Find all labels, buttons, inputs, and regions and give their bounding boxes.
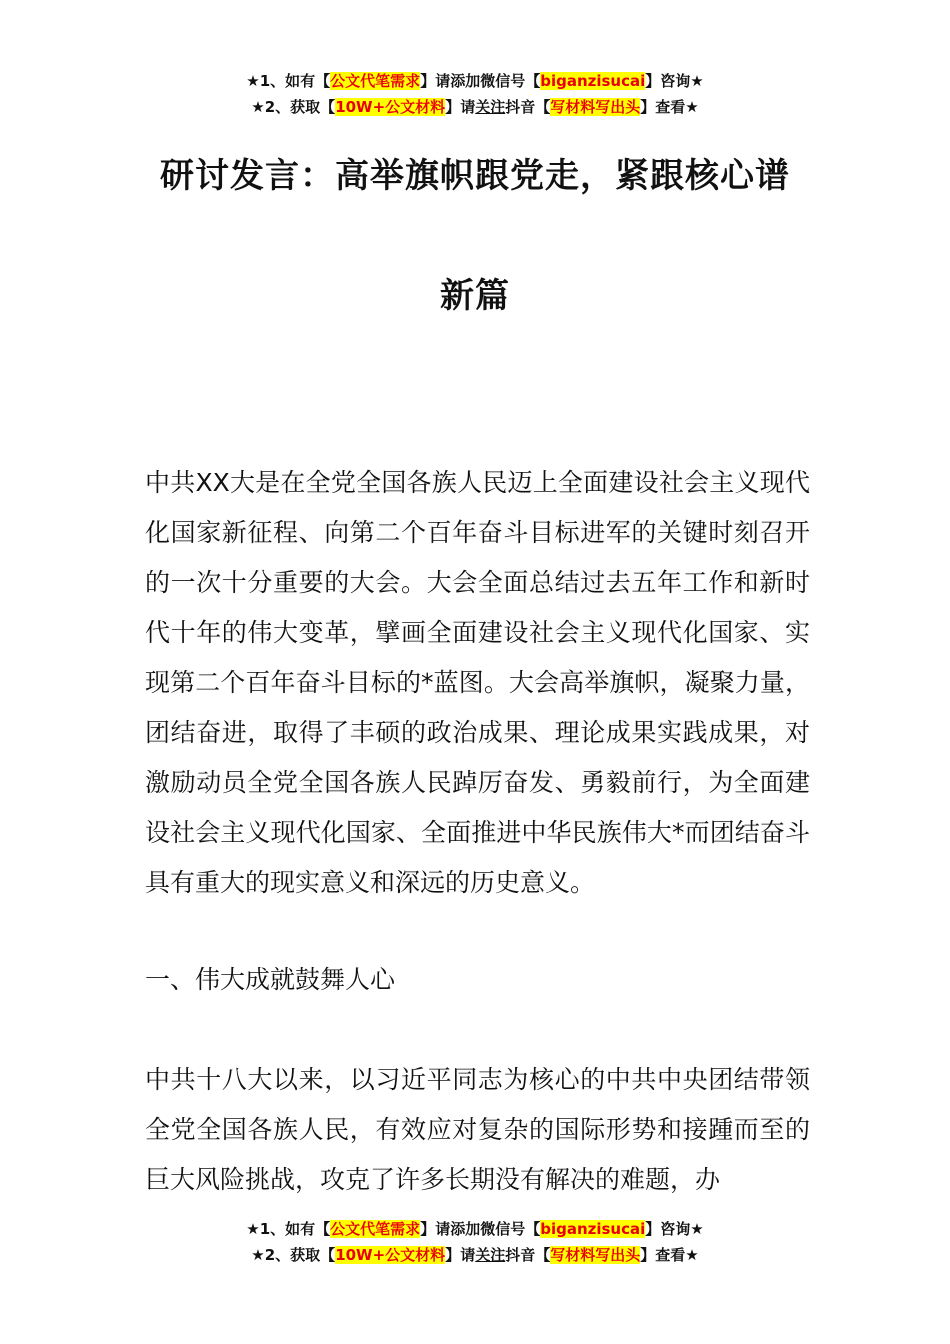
banner-text: 】咨询★ (645, 72, 704, 90)
banner-text: ★2、获取【 (251, 98, 336, 116)
banner-underlined-text: 关注 (475, 1246, 506, 1264)
highlight-douyin: 写材料写出头 (550, 1246, 641, 1264)
document-title-line-2: 新篇 (440, 276, 510, 316)
bottom-banner (0, 1216, 950, 1268)
banner-text: 】请 (445, 1246, 476, 1264)
highlight-wechat-id: biganzisucai (540, 72, 646, 90)
banner-text: 】查看★ (640, 1246, 699, 1264)
highlight-materials: 10W+公文材料 (335, 98, 446, 116)
banner-text: 】咨询★ (645, 1220, 704, 1238)
banner-text: 】请添加微信号【 (420, 72, 541, 90)
banner-line-2 (0, 94, 950, 120)
document-title-line-1: 研讨发言：高举旗帜跟党走，紧跟核心谱 (160, 156, 790, 196)
banner-underlined-text: 关注 (475, 98, 506, 116)
highlight-materials: 10W+公文材料 (335, 1246, 446, 1264)
banner-line-1 (0, 1216, 950, 1242)
top-banner (0, 68, 950, 120)
banner-text: ★1、如有【 (246, 72, 331, 90)
banner-line-2 (0, 1242, 950, 1268)
banner-line-1 (0, 68, 950, 94)
banner-text: 抖音【 (505, 1246, 551, 1264)
banner-text: 】请添加微信号【 (420, 1220, 541, 1238)
body-paragraph-1: 中共XX大是在全党全国各族人民迈上全面建设社会主义现代化国家新征程、向第二个百年奋斗目标进军的关键时刻召开的一次十分重要的大会。大会全面总结过去五年工作和新时代十年的伟大变革，擘画全面建设社会主义现代化国家、实现第二个百年奋斗目标的*蓝图。大会高举旗帜，凝聚力量，团结奋进，取得了丰硕的政治成果、理论成果实践成果，对激励动员全党全国各族人民踔厉奋发、勇毅前行，为全面建设社会主义现代化国家、全面推进中华民族伟大*而团结奋斗具有重大的现实意义和深远的历史意义。 (145, 468, 810, 897)
highlight-douyin: 写材料写出头 (550, 98, 641, 116)
highlight-service: 公文代笔需求 (330, 72, 421, 90)
banner-text: 】查看★ (640, 98, 699, 116)
highlight-wechat-id: biganzisucai (540, 1220, 646, 1238)
banner-text: 】请 (445, 98, 476, 116)
body-paragraph-2: 中共十八大以来，以习近平同志为核心的中共中央团结带领全党全国各族人民，有效应对复杂的国际形势和接踵而至的巨大风险挑战，攻克了许多长期没有解决的难题，办 (145, 1065, 810, 1194)
banner-text: ★2、获取【 (251, 1246, 336, 1264)
section-heading-1: 一、伟大成就鼓舞人心 (145, 965, 396, 994)
banner-text: 抖音【 (505, 98, 551, 116)
banner-text: ★1、如有【 (246, 1220, 331, 1238)
highlight-service: 公文代笔需求 (330, 1220, 421, 1238)
